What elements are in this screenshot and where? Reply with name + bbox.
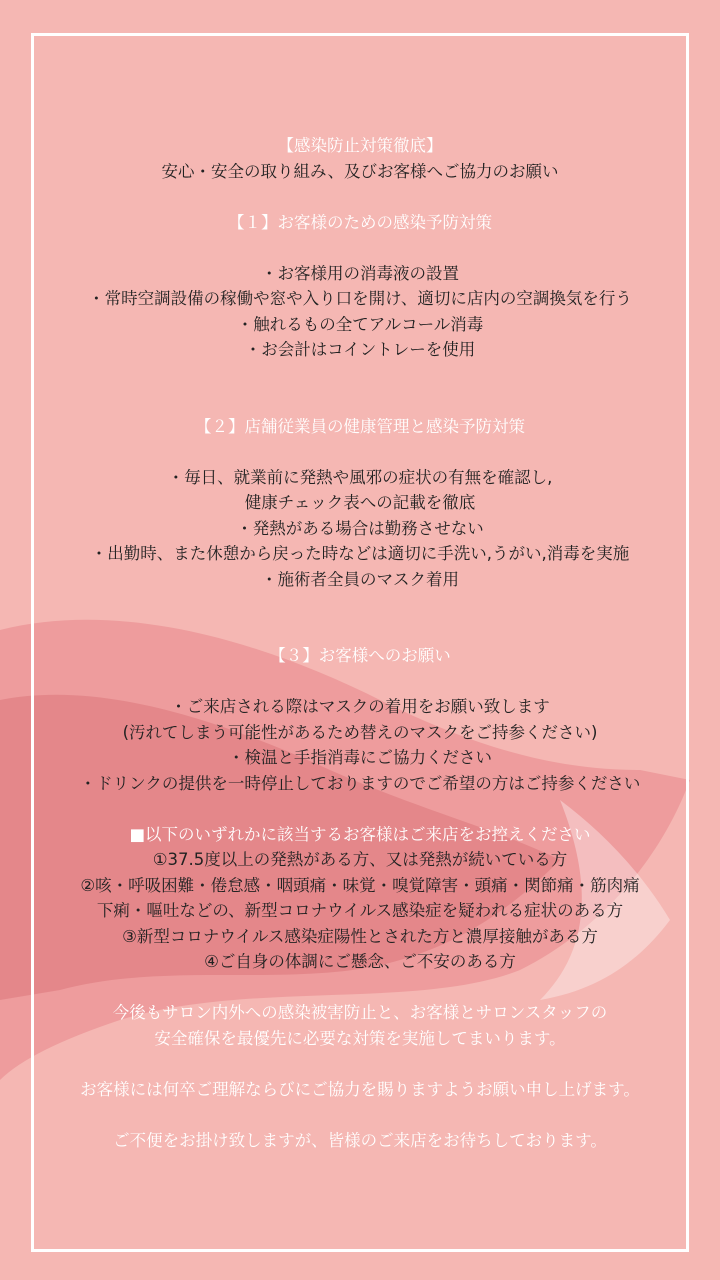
- section3-item: ・検温と手指消毒にご協力ください: [228, 748, 492, 767]
- page-title: 【感染防止対策徹底】: [277, 136, 443, 155]
- notice-item: ③新型コロナウイルス感染症陽性とされた方と濃厚接触がある方: [122, 926, 598, 946]
- notice-heading: ■以下のいずれかに該当するお客様はご来店をお控えください: [129, 824, 591, 844]
- closing-text: お客様には何卒ご理解ならびにご協力を賜りますようお願い申し上げます。: [80, 1079, 640, 1099]
- closing-text: 安全確保を最優先に必要な対策を実施してまいります。: [154, 1028, 566, 1048]
- section2-item: 健康チェック表への記載を徹底: [244, 493, 476, 512]
- section2-item: ・施術者全員のマスク着用: [261, 569, 459, 589]
- section2-item: ・毎日、就業前に発熱や風邪の症状の有無を確認し,: [167, 467, 553, 487]
- closing-text: 今後もサロン内外への感染被害防止と、お客様とサロンスタッフの: [112, 1003, 608, 1022]
- notice-item: ①37.5度以上の発熱がある方、又は発熱が続いている方: [152, 850, 568, 869]
- notice-item: ②咳・呼吸困難・倦怠感・咽頭痛・味覚・嗅覚障害・頭痛・関節痛・筋肉痛: [80, 875, 640, 895]
- section2-item: ・出勤時、また休憩から戻った時などは適切に手洗い,うがい,消毒を実施: [90, 544, 630, 563]
- notice-item: 下痢・嘔吐などの、新型コロナウイルス感染症を疑われる症状のある方: [96, 901, 624, 920]
- closing-text: ご不便をお掛け致しますが、皆様のご来店をお待ちしております。: [113, 1130, 607, 1150]
- page-subtitle: 安心・安全の取り組み、及びお客様へご協力のお願い: [161, 161, 559, 181]
- section2-item: ・発熱がある場合は勤務させない: [236, 518, 484, 538]
- section1-item: ・お会計はコイントレーを使用: [244, 340, 476, 359]
- section2-heading: 【２】店舗従業員の健康管理と感染予防対策: [195, 416, 525, 436]
- section3-item: ・ドリンクの提供を一時停止しておりますのでご希望の方はご持参ください: [79, 773, 641, 793]
- section3-item: ・ご来店される際はマスクの着用をお願い致します: [170, 697, 550, 716]
- section1-item: ・触れるもの全てアルコール消毒: [236, 314, 484, 334]
- notice-item: ④ご自身の体調にご懸念、ご不安のある方: [204, 952, 516, 971]
- section1-heading: 【１】お客様のための感染予防対策: [228, 212, 492, 232]
- section3-heading: 【３】お客様へのお願い: [269, 646, 451, 665]
- notice-content: [34, 133, 686, 1153]
- section1-item: ・常時空調設備の稼働や窓や入り口を開け、適切に店内の空調換気を行う: [88, 289, 632, 308]
- section3-item: (汚れてしまう可能性があるため替えのマスクをご持参ください): [122, 722, 598, 742]
- section1-item: ・お客様用の消毒液の設置: [261, 263, 459, 283]
